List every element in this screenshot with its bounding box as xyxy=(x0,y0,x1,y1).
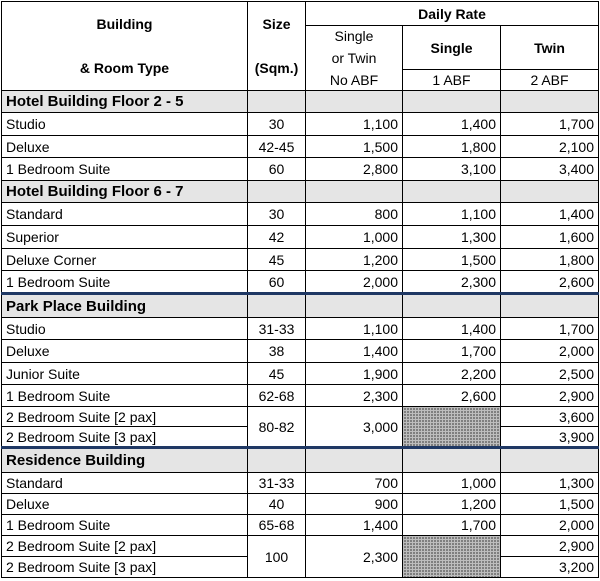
rate-two-abf: 3,900 xyxy=(501,427,599,448)
rate-no-abf: 1,500 xyxy=(306,136,403,158)
rate-one-abf: 2,300 xyxy=(403,271,501,294)
rate-one-abf: 1,000 xyxy=(403,473,501,494)
room-size: 42 xyxy=(248,226,306,249)
rate-no-abf: 2,800 xyxy=(306,158,403,181)
room-rate-table xyxy=(1,1,599,578)
header-col2-title: Single xyxy=(403,26,501,70)
rate-one-abf: 1,100 xyxy=(403,203,501,226)
rate-no-abf: 800 xyxy=(306,203,403,226)
rate-two-abf: 1,300 xyxy=(501,473,599,494)
room-size: 31-33 xyxy=(248,318,306,340)
room-name: Deluxe xyxy=(2,136,248,158)
rate-two-abf: 1,800 xyxy=(501,249,599,271)
section-title: Residence Building xyxy=(2,448,248,473)
header-size: Size xyxy=(248,2,306,47)
room-size: 40 xyxy=(248,494,306,515)
rate-one-abf: 1,400 xyxy=(403,318,501,340)
rate-two-abf: 1,600 xyxy=(501,226,599,249)
room-name: 1 Bedroom Suite xyxy=(2,515,248,536)
rate-no-abf: 900 xyxy=(306,494,403,515)
room-name: Junior Suite xyxy=(2,363,248,385)
rate-two-abf: 2,900 xyxy=(501,536,599,557)
header-col3-sub: 2 ABF xyxy=(501,70,599,91)
room-size: 60 xyxy=(248,271,306,294)
rate-no-abf: 1,100 xyxy=(306,318,403,340)
room-name: Studio xyxy=(2,318,248,340)
rate-one-abf: 2,600 xyxy=(403,385,501,407)
section-title: Hotel Building Floor 6 - 7 xyxy=(2,181,248,203)
rate-two-abf: 2,000 xyxy=(501,515,599,536)
room-size: 100 xyxy=(248,536,306,578)
rate-no-abf: 1,900 xyxy=(306,363,403,385)
room-size: 31-33 xyxy=(248,473,306,494)
rate-not-available xyxy=(403,536,501,578)
rate-two-abf: 3,400 xyxy=(501,158,599,181)
header-col1-sub: No ABF xyxy=(306,70,403,91)
room-name: Superior xyxy=(2,226,248,249)
room-size: 60 xyxy=(248,158,306,181)
rate-no-abf: 700 xyxy=(306,473,403,494)
rate-two-abf: 3,200 xyxy=(501,557,599,578)
rate-one-abf: 1,800 xyxy=(403,136,501,158)
room-name: Deluxe xyxy=(2,494,248,515)
rate-no-abf: 2,300 xyxy=(306,536,403,578)
room-size: 30 xyxy=(248,113,306,136)
rate-one-abf: 1,500 xyxy=(403,249,501,271)
room-name: 2 Bedroom Suite [3 pax] xyxy=(2,427,248,448)
rate-two-abf: 1,400 xyxy=(501,203,599,226)
rate-no-abf: 2,300 xyxy=(306,385,403,407)
room-size: 80-82 xyxy=(248,407,306,448)
rate-no-abf: 1,200 xyxy=(306,249,403,271)
rate-no-abf: 1,400 xyxy=(306,340,403,363)
rate-two-abf: 1,700 xyxy=(501,113,599,136)
rate-two-abf: 3,600 xyxy=(501,407,599,427)
header-building: Building xyxy=(2,2,248,47)
room-name: 2 Bedroom Suite [2 pax] xyxy=(2,536,248,557)
room-size: 30 xyxy=(248,203,306,226)
rate-one-abf: 1,300 xyxy=(403,226,501,249)
rate-two-abf: 2,500 xyxy=(501,363,599,385)
room-name: Standard xyxy=(2,473,248,494)
room-size: 45 xyxy=(248,363,306,385)
section-title: Park Place Building xyxy=(2,294,248,318)
room-name: Standard xyxy=(2,203,248,226)
rate-no-abf: 1,400 xyxy=(306,515,403,536)
room-size: 45 xyxy=(248,249,306,271)
header-col2-sub: 1 ABF xyxy=(403,70,501,91)
rate-two-abf: 2,600 xyxy=(501,271,599,294)
rate-one-abf: 1,700 xyxy=(403,340,501,363)
rate-two-abf: 2,100 xyxy=(501,136,599,158)
room-name: Deluxe Corner xyxy=(2,249,248,271)
room-name: Deluxe xyxy=(2,340,248,363)
section-title: Hotel Building Floor 2 - 5 xyxy=(2,91,248,113)
rate-two-abf: 1,700 xyxy=(501,318,599,340)
header-size-unit: (Sqm.) xyxy=(248,47,306,91)
room-name: 1 Bedroom Suite xyxy=(2,271,248,294)
rate-no-abf: 1,000 xyxy=(306,226,403,249)
rate-one-abf: 2,200 xyxy=(403,363,501,385)
room-size: 65-68 xyxy=(248,515,306,536)
rate-one-abf: 1,200 xyxy=(403,494,501,515)
rate-no-abf: 3,000 xyxy=(306,407,403,448)
rate-one-abf: 1,700 xyxy=(403,515,501,536)
rate-two-abf: 2,000 xyxy=(501,340,599,363)
room-name: 1 Bedroom Suite xyxy=(2,385,248,407)
header-room-type: & Room Type xyxy=(2,47,248,91)
room-size: 62-68 xyxy=(248,385,306,407)
rate-no-abf: 1,100 xyxy=(306,113,403,136)
rate-one-abf: 3,100 xyxy=(403,158,501,181)
rate-no-abf: 2,000 xyxy=(306,271,403,294)
header-daily-rate: Daily Rate xyxy=(306,2,599,26)
header-col1-line1: Single xyxy=(306,26,403,47)
room-name: Studio xyxy=(2,113,248,136)
room-name: 1 Bedroom Suite xyxy=(2,158,248,181)
rate-two-abf: 1,500 xyxy=(501,494,599,515)
header-col3-title: Twin xyxy=(501,26,599,70)
rate-not-available xyxy=(403,407,501,448)
rate-one-abf: 1,400 xyxy=(403,113,501,136)
room-name: 2 Bedroom Suite [2 pax] xyxy=(2,407,248,427)
room-size: 38 xyxy=(248,340,306,363)
header-col1-line2: or Twin xyxy=(306,47,403,70)
room-size: 42-45 xyxy=(248,136,306,158)
room-name: 2 Bedroom Suite [3 pax] xyxy=(2,557,248,578)
rate-two-abf: 2,900 xyxy=(501,385,599,407)
